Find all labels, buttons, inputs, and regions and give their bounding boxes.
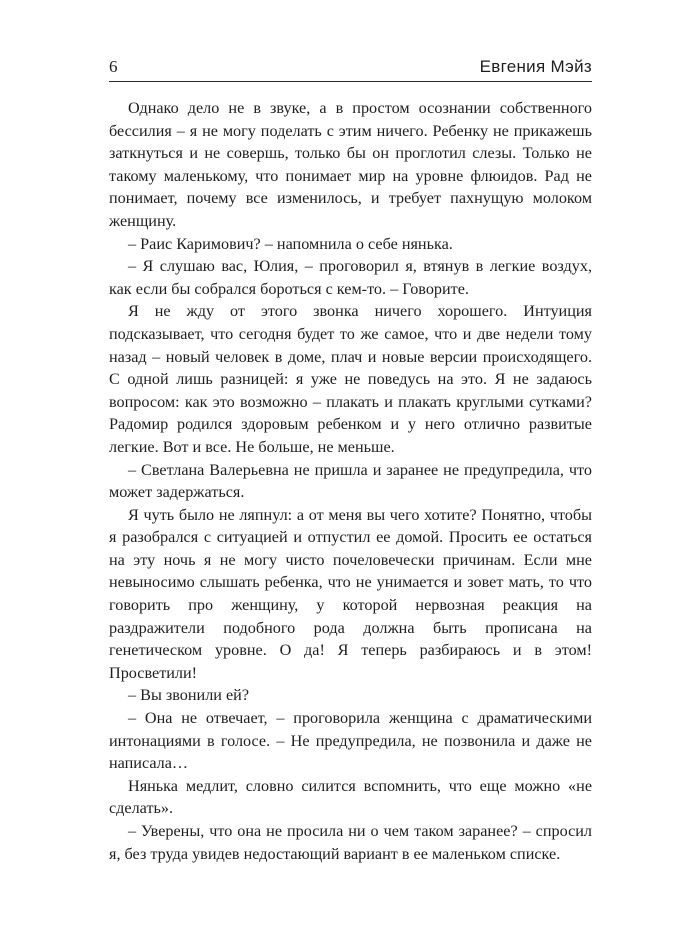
- paragraph: – Я слушаю вас, Юлия, – проговорил я, втянув в легкие воздух, как если бы собрался бороться с кем-то. – Говорите.: [109, 257, 592, 298]
- paragraph: Я не жду от этого звонка ничего хорошего. Интуиция подсказывает, что сегодня будет то же самое, что и две недели тому назад – новый человек в доме, плач и новые версии происходящего. С одной лишь разницей: я уже не поведусь на это. Я не задаюсь вопросом: как это возможно – плакать и плакать круглыми сутками? Радомир родился здоровым ребенком и у него отлично развитые легкие. Вот и все. Не больше, не меньше.: [109, 302, 592, 456]
- paragraph: – Раис Каримович? – напомнила о себе нянька.: [128, 234, 453, 253]
- page-number: 6: [109, 57, 118, 76]
- page-header: [109, 54, 592, 82]
- paragraph: Однако дело не в звуке, а в простом осознании собственного бессилия – я не могу поделать с этим ничего. Ребенку не прикажешь заткнуться и не совершь, только бы он проглотил слезы. Только не такому маленькому, что понимает мир на уровне флюидов. Рад не понимает, почему все изменилось, и требует пахнущую молоком женщину.: [109, 99, 592, 230]
- paragraph: Я чуть было не ляпнул: а от меня вы чего хотите? Понятно, чтобы я разобрался с ситуацией и отпустил ее домой. Просить ее остаться на эту ночь я не могу чисто почеловечески причинам. Если мне невыносимо слышать ребенка, что не унимается и зовет мать, то что говорить про женщину, у которой нервозная реакция на раздражители подобного рода должна быть прописана на генетическом уровне. О да! Я теперь разбираюсь и в этом! Просветили!: [109, 505, 592, 682]
- paragraph: – Она не отвечает, – проговорила женщина с драматическими интонациями в голосе. – Не предупредила, не позвонила и даже не написала…: [109, 709, 592, 773]
- running-title: Евгения Мэйз: [479, 57, 592, 76]
- paragraph: Нянька медлит, словно силится вспомнить, что еще можно «не сделать».: [109, 776, 592, 818]
- paragraph: – Светлана Валерьевна не пришла и заранее не предупредила, что может задержаться.: [109, 460, 592, 502]
- paragraph: – Уверены, что она не просила ни о чем таком заранее? – спросил я, без труда увидев недостающий вариант в ее маленьком списке.: [109, 822, 592, 863]
- body-text: [109, 97, 592, 865]
- paragraph: – Вы звонили ей?: [128, 686, 250, 705]
